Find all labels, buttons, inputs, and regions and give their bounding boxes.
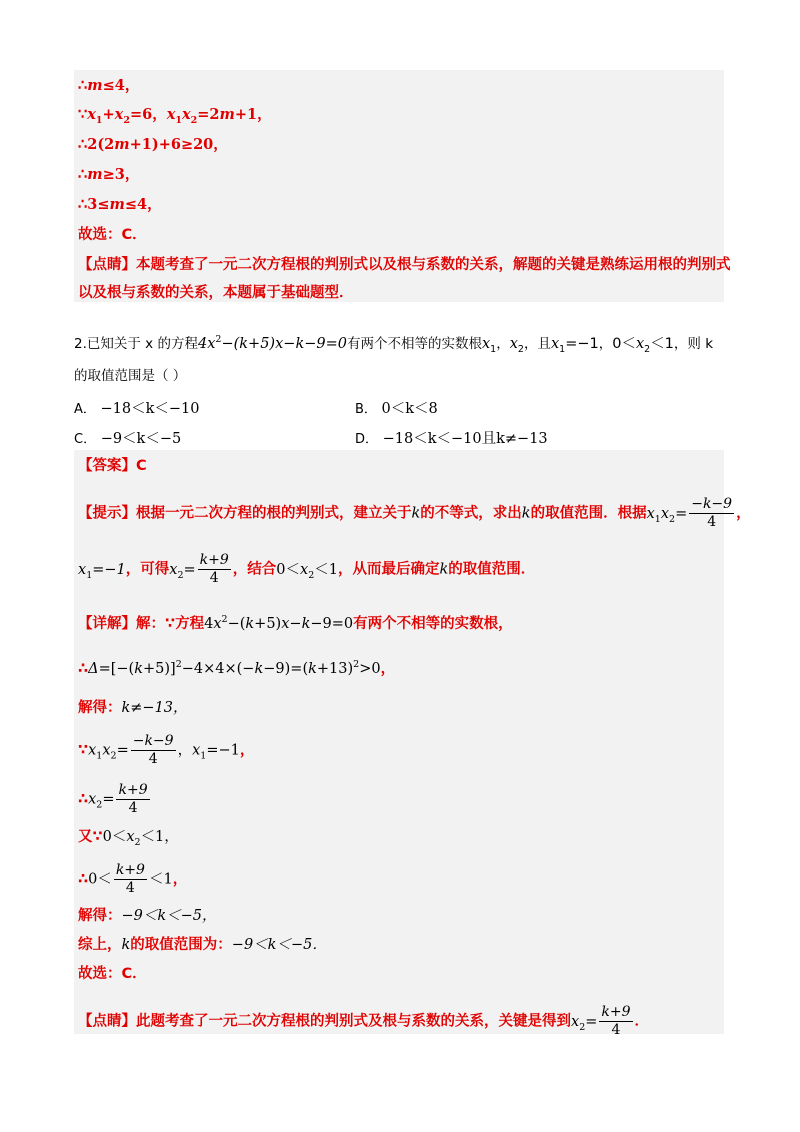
option-d — [355, 427, 548, 448]
hint-text-d: ，可得 — [125, 561, 170, 578]
detail-solve1 — [78, 698, 188, 718]
question-stem-line1: 2.已知关于 x 的方程$4x^2-(k+5)x-k-9=0$有两个不相等的实数根$x_1$，$x_2$，且$x_1=-1$，$0<x_2<1$，则 k — [74, 334, 714, 355]
comment2-fraction: $\frac{k+9}{4}$ — [601, 1004, 631, 1038]
comment-tag: 【点睛】 — [78, 257, 136, 273]
step-inequality: ∴2(2m+1)+6≥20， — [78, 136, 228, 153]
step-vieta: $\because x_1+x_2=6$，$x_1x_2=2m+1$， — [78, 106, 272, 126]
detail-x2-value: $\therefore x_2=$ $\frac{k+9}{4}$ — [78, 782, 148, 816]
question-stem-line2: 的取值范围是（ ） — [74, 368, 187, 384]
detail-tag: 【详解】 — [78, 615, 136, 632]
question-stem-d: ，则 k — [673, 335, 714, 352]
hint-text-e: ，结合 — [232, 561, 277, 578]
step-m-ge-3: ∴m≥3， — [78, 166, 140, 183]
detail-since-again: 又∵ — [78, 829, 103, 845]
comment-previous-line2: 以及根与系数的关系，本题属于基础题型． — [78, 285, 354, 301]
detail-answer: 故选：C． — [78, 966, 147, 982]
option-b-label: B． — [355, 402, 377, 417]
detail-fraction-x2: $\frac{k+9}{4}$ — [118, 782, 148, 816]
detail-intro-end: 有两个不相等的实数根， — [353, 615, 513, 632]
hint-fraction-x2: $\frac{k+9}{4}$ — [199, 552, 229, 586]
comment-previous-line1 — [78, 255, 731, 275]
detail-solve2 — [78, 906, 217, 926]
detail-fraction-inequality: $\frac{k+9}{4}$ — [115, 862, 145, 896]
hint-line1: 【提示】根据一元二次方程的根的判别式，建立关于k的不等式，求出k的取值范围．根据$x_1x_2=$ $\frac{-k-9}{4}$ ， — [78, 496, 751, 530]
hint-text-f: ，从而最后确定 — [337, 561, 440, 578]
detail-fraction-product: $\frac{-k-9}{4}$ — [132, 733, 174, 767]
option-c-text: −9＜k＜−5 — [100, 431, 182, 447]
question-stem-b: 有两个不相等的实数根 — [346, 335, 482, 352]
detail-solve2-value: −9＜k＜−5， — [121, 908, 217, 924]
answer-value: C — [136, 458, 147, 474]
option-c-label: C． — [74, 432, 97, 447]
detail-solve1-label: 解得： — [78, 700, 122, 716]
detail-intro: 【详解】解：∵方程$4x^2-(k+5)x-k-9=0$有两个不相等的实数根， — [78, 614, 513, 632]
option-a-text: −18＜k＜−10 — [100, 401, 200, 417]
option-c — [74, 427, 181, 448]
question-stem-c: ，且 — [523, 335, 551, 352]
detail-condition: 又$\because 0<x_2<1$， — [78, 829, 179, 848]
option-b-text: 0＜k＜8 — [381, 401, 438, 417]
detail-discriminant: $\therefore\Delta=[-(k+5)]^2-4\times 4\times(-k-9)=(k+13)^2>0$， — [78, 659, 396, 677]
detail-summary-a: 综上， — [78, 937, 122, 953]
comment-text-1: 本题考查了一元二次方程根的判别式以及根与系数的关系，解题的关键是熟练运用根的判别式 — [136, 257, 731, 273]
option-b — [355, 397, 438, 418]
detail-summary-b: 的取值范围为： — [130, 937, 232, 953]
step-range: ∴3≤m≤4， — [78, 196, 162, 213]
comment2-text: 此题考查了一元二次方程根的判别式及根与系数的关系，关键是得到 — [136, 1013, 571, 1030]
answer-tag: 【答案】 — [78, 458, 136, 474]
detail-intro-text: 解：∵方程 — [136, 615, 205, 632]
comment2-tag: 【点睛】 — [78, 1013, 136, 1030]
option-d-text: −18＜k＜−10且k≠−13 — [382, 431, 548, 447]
option-a — [74, 397, 200, 418]
option-a-label: A． — [74, 402, 96, 417]
detail-vieta: $\because x_1x_2=$ $\frac{-k-9}{4}$ ，$x_1=-1$， — [78, 733, 255, 767]
comment-question2: 【点睛】此题考查了一元二次方程根的判别式及根与系数的关系，关键是得到$x_2=$ $\frac{k+9}{4}$ ． — [78, 1004, 650, 1038]
hint-tag: 【提示】 — [78, 505, 136, 522]
option-d-label: D． — [355, 432, 379, 447]
hint-text-c: 的取值范围．根据 — [530, 505, 647, 522]
hint-text-b: 的不等式，求出 — [420, 505, 522, 522]
detail-solve2-label: 解得： — [78, 908, 122, 924]
hint-text-a: 根据一元二次方程的根的判别式，建立关于 — [136, 505, 412, 522]
detail-inequality: ∴0＜ $\frac{k+9}{4}$ ＜1， — [78, 862, 188, 896]
question-stem-a: 已知关于 x 的方程 — [86, 335, 198, 352]
question-number: 2. — [74, 335, 87, 352]
answer-section — [78, 456, 147, 476]
detail-summary-value: −9＜k＜−5． — [231, 937, 327, 953]
comment2-end: ． — [634, 1013, 650, 1030]
hint-text-g: 的取值范围． — [448, 561, 536, 578]
detail-summary: 综上，k的取值范围为：−9＜k＜−5． — [78, 937, 327, 953]
hint-line2: $x_1=-1$，可得$x_2=$ $\frac{k+9}{4}$ ，结合$0<x_2<1$，从而最后确定k的取值范围． — [78, 552, 536, 586]
answer-previous: 故选：C． — [78, 227, 147, 243]
hint-fraction-product: $\frac{-k-9}{4}$ — [691, 496, 733, 530]
detail-solve1-value: k≠−13， — [121, 700, 188, 716]
step-m-le-4: ∴m≤4， — [78, 77, 140, 94]
